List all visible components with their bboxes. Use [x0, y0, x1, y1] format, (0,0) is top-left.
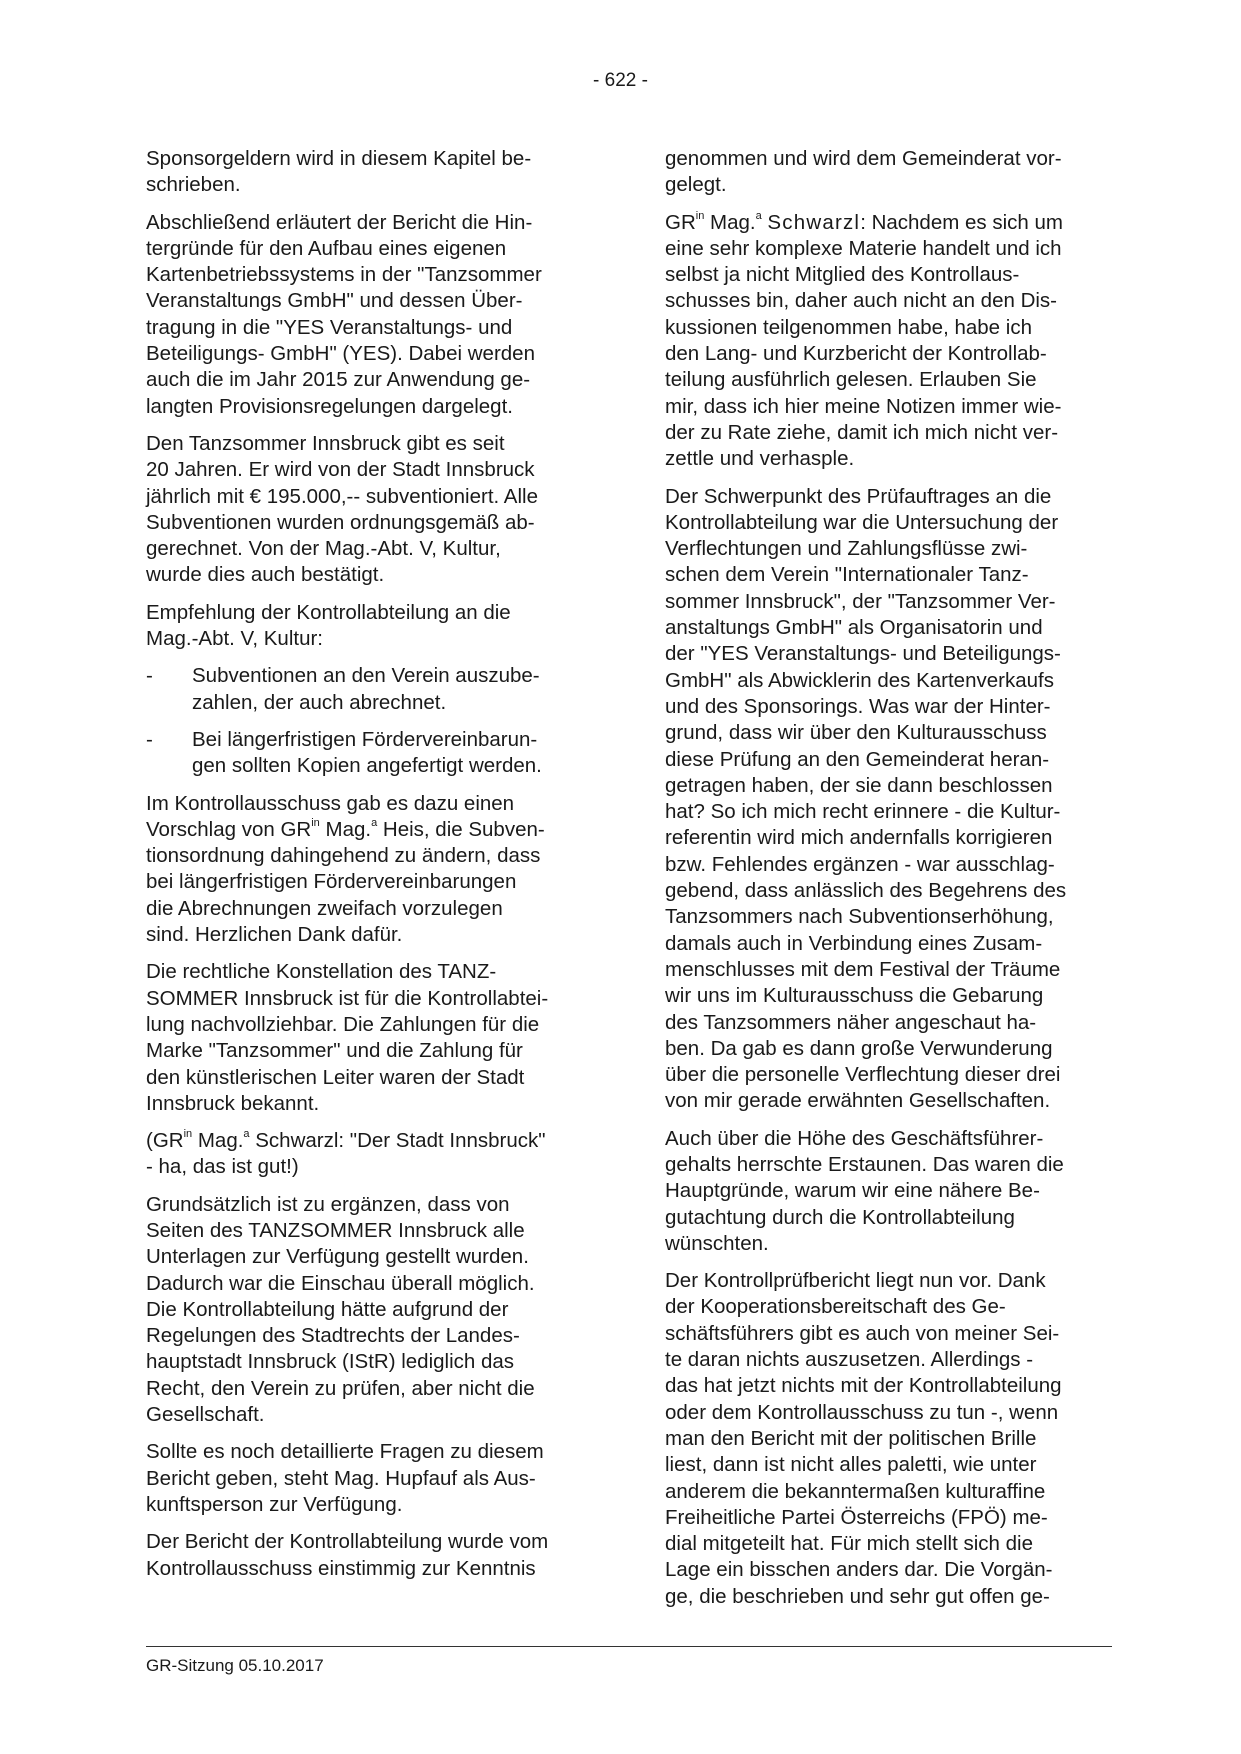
text-line: tergründe für den Aufbau eines eigenen [146, 236, 507, 260]
text-line: Auch über die Höhe des Geschäftsführer- [665, 1126, 1044, 1150]
text-line: hauptstadt Innsbruck (IStR) lediglich das [146, 1350, 515, 1374]
text-line [665, 210, 1117, 236]
page-number: - 622 - [593, 70, 648, 91]
text-line: oder dem Kontrollausschuss zu tun -, wenn [665, 1400, 1059, 1424]
text-line [146, 1128, 598, 1154]
text-lines [146, 843, 598, 948]
text-run: Schwarzl: "Der Stadt Innsbruck" [255, 1129, 546, 1153]
text-line: schrieben. [146, 173, 241, 197]
text-line: Subventionen wurden ordnungsgemäß ab- [146, 510, 535, 534]
superscript: a [243, 1128, 250, 1141]
text-line: damals auch in Verbindung eines Zusam- [665, 931, 1043, 955]
text-line: Innsbruck bekannt. [146, 1091, 320, 1115]
superscript: in [311, 817, 320, 829]
text-line: Subventionen an den Verein auszube- [192, 664, 540, 688]
paragraph [146, 431, 598, 589]
text-line: grund, dass wir über den Kulturausschuss [665, 721, 1047, 745]
paragraph [146, 146, 598, 199]
text-line: Im Kontrollausschuss gab es dazu einen [146, 791, 515, 815]
text-line: Bei längerfristigen Fördervereinbarun- [192, 727, 538, 751]
text-run: Mag. [325, 817, 372, 841]
text-line: lung nachvollziehbar. Die Zahlungen für die [146, 1012, 540, 1036]
text-line: Regelungen des Stadtrechts der Landes- [146, 1324, 520, 1348]
text-line: den künstlerischen Leiter waren der Stadt [146, 1065, 525, 1089]
text-run: Mag. [710, 210, 756, 234]
text-line: Sponsorgeldern wird in diesem Kapitel be- [146, 147, 532, 170]
text-line: Der Schwerpunkt des Prüfauftrages an die [665, 484, 1052, 508]
text-line: jährlich mit € 195.000,-- subventioniert. Alle [146, 484, 538, 508]
text-line: sommer Innsbruck", der "Tanzsommer Ver- [665, 589, 1056, 613]
paragraph [146, 600, 598, 653]
text-line: ben. Da gab es dann große Verwunderung [665, 1036, 1053, 1060]
text-line: menschlusses mit dem Festival der Träume [665, 957, 1061, 981]
text-line: schen dem Verein "Internationaler Tanz- [665, 563, 1029, 587]
text-line: GmbH" als Abwicklerin des Kartenverkaufs [665, 668, 1054, 692]
text-line: mir, dass ich hier meine Notizen immer wie- [665, 394, 1062, 418]
paragraph [146, 1192, 598, 1429]
text-line: liest, dann ist nicht alles paletti, wie unter [665, 1453, 1037, 1477]
text-line: Recht, den Verein zu prüfen, aber nicht die [146, 1376, 535, 1400]
paragraph [146, 791, 598, 949]
list-item [146, 727, 598, 780]
text-line: Unterlagen zur Verfügung gestellt wurden. [146, 1245, 529, 1269]
paragraph [665, 1126, 1117, 1257]
text-line: Hauptgründe, warum wir eine nähere Be- [665, 1179, 1040, 1203]
paragraph [146, 959, 598, 1117]
text-line: Den Tanzsommer Innsbruck gibt es seit [146, 431, 505, 455]
text-line: über die personelle Verflechtung dieser drei [665, 1063, 1061, 1087]
text-line: Sollte es noch detaillierte Fragen zu diesem [146, 1440, 544, 1464]
text-run: Vorschlag von GR [146, 817, 312, 841]
text-line: Marke "Tanzsommer" und die Zahlung für [146, 1039, 523, 1063]
text-line: getragen haben, der sie dann beschlossen [665, 773, 1053, 797]
text-line: Beteiligungs- GmbH" (YES). Dabei werden [146, 342, 535, 366]
footer-divider [146, 1646, 1112, 1647]
text-line: tragung in die "YES Veranstaltungs- und [146, 315, 513, 339]
text-line: den Lang- und Kurzbericht der Kontrollab- [665, 342, 1047, 366]
text-line: langten Provisionsregelungen dargelegt. [146, 394, 513, 418]
text-line: selbst ja nicht Mitglied des Kontrollaus- [665, 263, 1020, 287]
text-line: gelegt. [665, 173, 727, 197]
text-line: wünschten. [665, 1231, 769, 1255]
text-line: gerechnet. Von der Mag.-Abt. V, Kultur, [146, 537, 501, 561]
text-line: hat? So ich mich recht erinnere - die Kultur- [665, 800, 1061, 824]
paragraph [665, 1268, 1117, 1610]
text-line: gebend, dass anlässlich des Begehrens des [665, 879, 1067, 903]
text-lines [665, 236, 1117, 473]
text-run: GR [665, 210, 696, 234]
text-line: Grundsätzlich ist zu ergänzen, dass von [146, 1192, 510, 1216]
text-line: Kartenbetriebssystems in der "Tanzsommer [146, 263, 542, 287]
text-line: te daran nichts auszusetzen. Allerdings - [665, 1348, 1034, 1372]
text-line: gutachtung durch die Kontrollabteilung [665, 1205, 1015, 1229]
text-line: schusses bin, daher auch nicht an den Dis- [665, 289, 1058, 313]
text-line: von mir gerade erwähnten Gesellschaften. [665, 1089, 1051, 1113]
text-line: dial mitgeteilt hat. Für mich stellt sich die [665, 1532, 1033, 1556]
paragraph [665, 146, 1117, 199]
paragraph [146, 1529, 598, 1582]
list-item-text [192, 663, 598, 716]
text-line: anstaltungs GmbH" als Organisatorin und [665, 616, 1043, 640]
text-line: Kontrollausschuss einstimmig zur Kenntnis [146, 1556, 536, 1580]
text-line: und des Sponsorings. Was war der Hinter- [665, 694, 1051, 718]
text-line: Lage ein bisschen anders dar. Die Vorgän- [665, 1558, 1053, 1582]
text-line: Veranstaltungs GmbH" und dessen Über- [146, 289, 523, 313]
text-line: Tanzsommers nach Subventionserhöhung, [665, 905, 1054, 929]
text-line: anderem die bekanntermaßen kulturaffine [665, 1479, 1046, 1503]
text-line: 20 Jahren. Er wird von der Stadt Innsbruck [146, 458, 535, 482]
superscript: in [183, 1128, 193, 1141]
text-line: Seiten des TANZSOMMER Innsbruck alle [146, 1218, 525, 1242]
text-line: zahlen, der auch abrechnet. [192, 690, 447, 714]
text-run: (GR [146, 1129, 184, 1153]
text-line: die Abrechnungen zweifach vorzulegen [146, 896, 503, 920]
text-line: Kontrollabteilung war die Untersuchung der [665, 510, 1059, 534]
left-column [146, 146, 598, 1593]
text-line: sind. Herzlichen Dank dafür. [146, 923, 403, 947]
right-column [665, 146, 1117, 1621]
bullet-dash: - [146, 664, 153, 688]
text-line: Gesellschaft. [146, 1403, 265, 1427]
text-line: Der Kontrollprüfbericht liegt nun vor. Dank [665, 1269, 1046, 1293]
text-line: wir uns im Kulturausschuss die Gebarung [665, 984, 1044, 1008]
text-line: das hat jetzt nichts mit der Kontrollabteilung [665, 1374, 1062, 1398]
superscript: a [755, 209, 762, 222]
text-line: gehalts herrschte Erstaunen. Das waren die [665, 1152, 1064, 1176]
paragraph [665, 484, 1117, 1115]
list-item [146, 663, 598, 716]
text-line: bei längerfristigen Fördervereinbarungen [146, 870, 517, 894]
text-run: Mag. [197, 1129, 244, 1153]
text-line: man den Bericht mit der politischen Brille [665, 1426, 1037, 1450]
text-line: SOMMER Innsbruck ist für die Kontrollabtei- [146, 986, 549, 1010]
text-line: referentin wird mich andernfalls korrigieren [665, 826, 1053, 850]
text-run: Heis, die Subven- [382, 817, 545, 841]
text-line: - ha, das ist gut!) [146, 1155, 299, 1179]
text-line: Dadurch war die Einschau überall möglich. [146, 1271, 535, 1295]
text-line: kunftsperson zur Verfügung. [146, 1492, 403, 1516]
paragraph [146, 210, 598, 420]
text-line: Mag.-Abt. V, Kultur: [146, 627, 323, 651]
text-line: ge, die beschrieben und sehr gut offen ge- [665, 1584, 1050, 1608]
text-line: Abschließend erläutert der Bericht die Hin- [146, 210, 533, 234]
text-line: diese Prüfung an den Gemeinderat heran- [665, 747, 1050, 771]
text-line: Die rechtliche Konstellation des TANZ- [146, 960, 497, 984]
text-line [146, 817, 598, 843]
paragraph [146, 1439, 598, 1518]
paragraph [665, 210, 1117, 473]
text-line: genommen und wird dem Gemeinderat vor- [665, 147, 1062, 170]
text-line: wurde dies auch bestätigt. [146, 563, 385, 587]
footer-session-date: GR-Sitzung 05.10.2017 [146, 1656, 324, 1675]
text-line: zettle und verhasple. [665, 447, 855, 471]
text-line: der Kooperationsbereitschaft des Ge- [665, 1295, 1006, 1319]
bullet-dash: - [146, 727, 153, 751]
text-line: Die Kontrollabteilung hätte aufgrund der [146, 1297, 509, 1321]
text-line: kussionen teilgenommen habe, habe ich [665, 315, 1032, 339]
list-item-text [192, 727, 598, 780]
speaker-name: Schwarzl [767, 210, 861, 234]
text-line: des Tanzsommers näher angeschaut ha- [665, 1010, 1037, 1034]
text-line: Freiheitliche Partei Österreichs (FPÖ) me- [665, 1505, 1048, 1529]
paragraph [146, 1128, 598, 1181]
superscript: in [695, 209, 705, 222]
text-run: : Nachdem es sich um [860, 210, 1063, 234]
text-line: eine sehr komplexe Materie handelt und ich [665, 236, 1062, 260]
text-line: Bericht geben, steht Mag. Hupfauf als Aus- [146, 1466, 536, 1490]
text-line: bzw. Fehlendes ergänzen - war ausschlag- [665, 852, 1055, 876]
text-line: gen sollten Kopien angefertigt werden. [192, 754, 542, 778]
superscript: a [371, 817, 378, 829]
text-line: teilung ausführlich gelesen. Erlauben Sie [665, 368, 1037, 392]
text-line: auch die im Jahr 2015 zur Anwendung ge- [146, 368, 531, 392]
text-line: Empfehlung der Kontrollabteilung an die [146, 600, 511, 624]
text-line: tionsordnung dahingehend zu ändern, dass [146, 844, 541, 868]
text-line: Der Bericht der Kontrollabteilung wurde vom [146, 1530, 549, 1554]
text-line: der "YES Veranstaltungs- und Beteiligungs- [665, 642, 1061, 666]
text-line: der zu Rate ziehe, damit ich mich nicht ver- [665, 420, 1059, 444]
text-line: Verflechtungen und Zahlungsflüsse zwi- [665, 537, 1028, 561]
text-line: schäftsführers gibt es auch von meiner Sei- [665, 1321, 1060, 1345]
